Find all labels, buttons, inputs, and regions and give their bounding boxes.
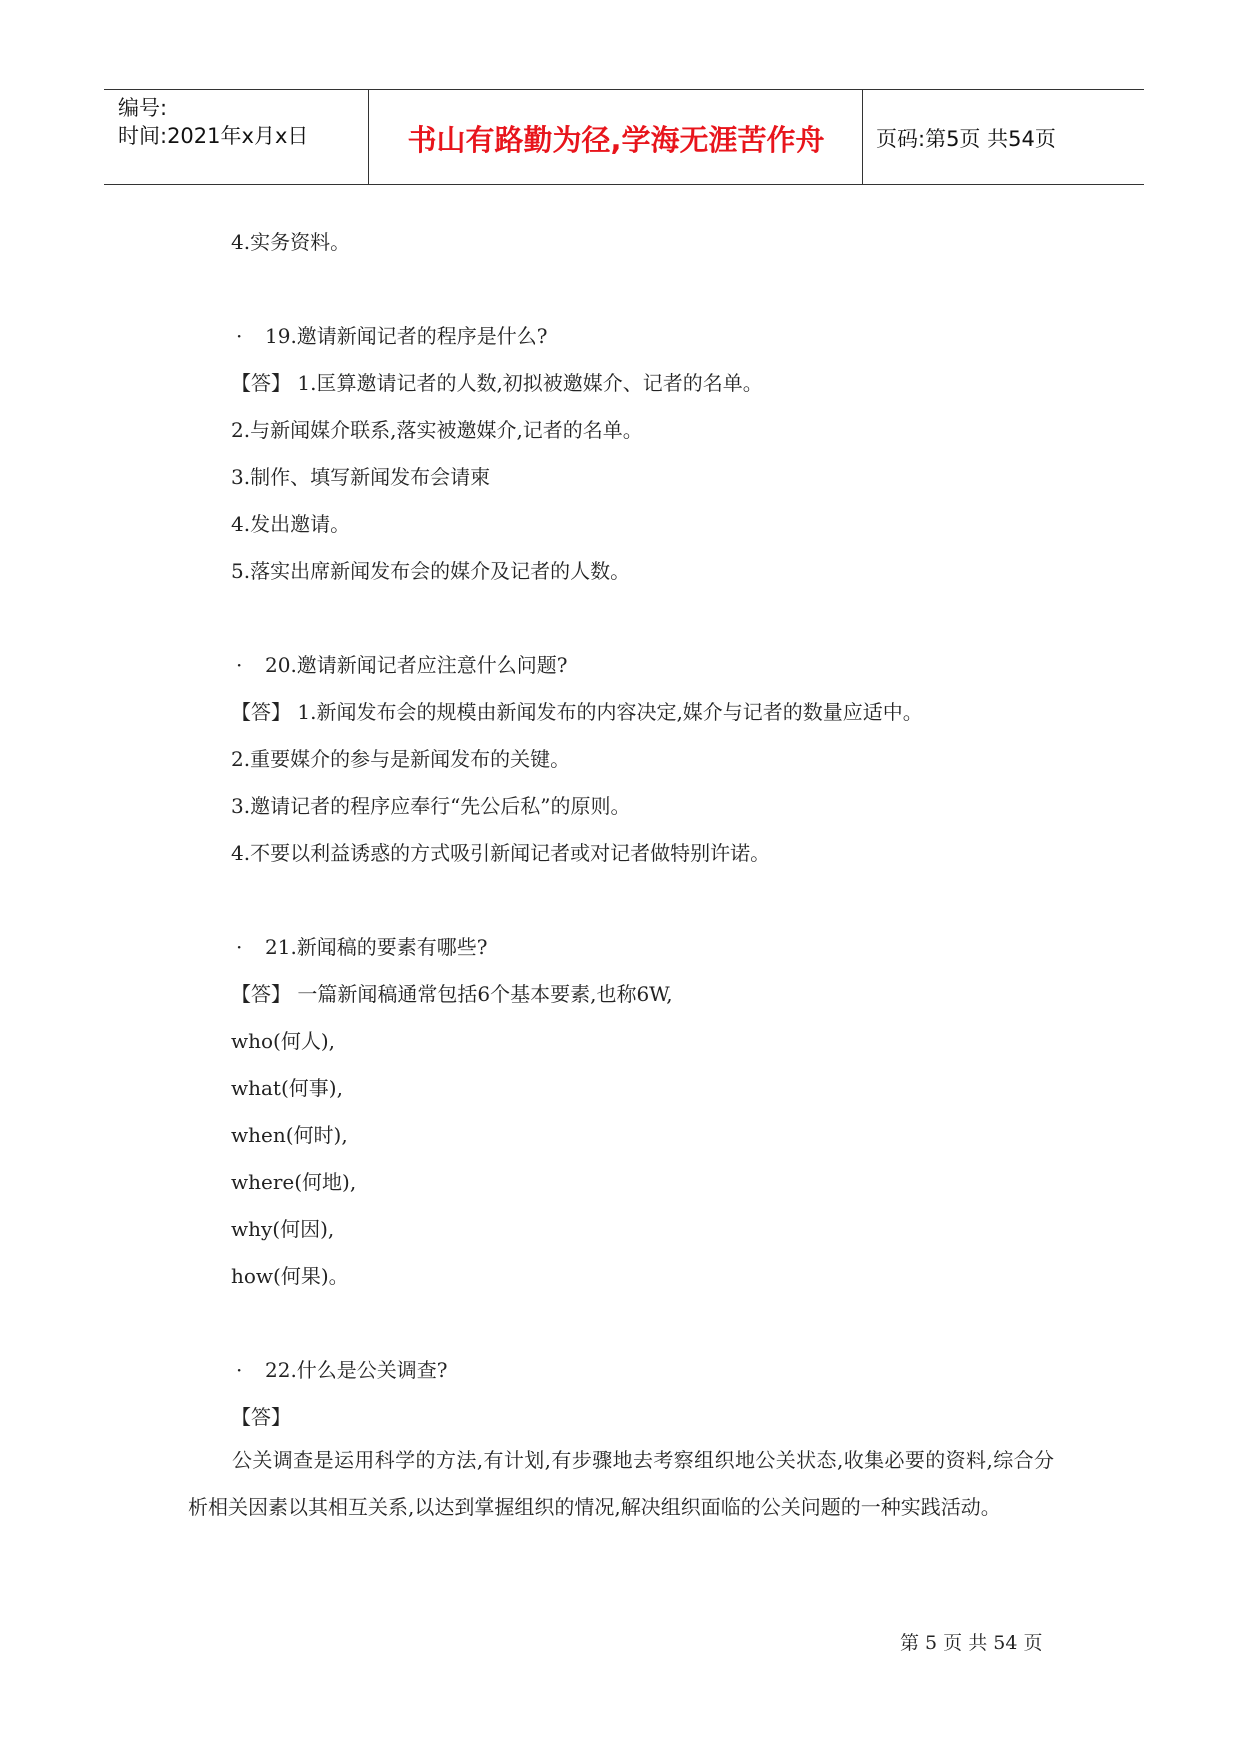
header-page-cell	[864, 90, 1144, 184]
answer-label: 【答】	[231, 1405, 291, 1429]
answer-line: what(何事),	[231, 1076, 343, 1100]
answer-line: 3.制作、填写新闻发布会请柬	[231, 465, 491, 489]
bullet-mark: ·	[236, 935, 243, 959]
header-motto-cell	[370, 90, 863, 184]
motto-text: 书山有路勤为径,学海无涯苦作舟	[407, 123, 825, 157]
answer-line: when(何时),	[231, 1123, 348, 1147]
answer-line: why(何因),	[231, 1217, 335, 1241]
answer-line: 2.与新闻媒介联系,落实被邀媒介,记者的名单。	[231, 418, 643, 442]
question-heading: 20.邀请新闻记者应注意什么问题?	[265, 653, 568, 677]
question-heading: 19.邀请新闻记者的程序是什么?	[265, 324, 548, 348]
answer-line: 【答】 1.匡算邀请记者的人数,初拟被邀媒介、记者的名单。	[231, 371, 763, 395]
answer-line: who(何人),	[231, 1029, 336, 1053]
doc-number-label: 编号:	[118, 96, 168, 120]
answer-line: how(何果)。	[231, 1264, 349, 1288]
answer-line: 4.发出邀请。	[231, 512, 351, 536]
answer-line: 4.不要以利益诱惑的方式吸引新闻记者或对记者做特别许诺。	[231, 841, 771, 865]
answer-line: where(何地),	[231, 1170, 357, 1194]
answer-paragraph: 公关调查是运用科学的方法,有计划,有步骤地去考察组织地公关状态,收集必要的资料,综合分析相关因素以其相互关系,以达到掌握组织的情况,解决组织面临的公关问题的一种实践活动。	[188, 1448, 1054, 1519]
doc-time-label: 时间:2021年x月x日	[118, 124, 309, 148]
answer-line: 5.落实出席新闻发布会的媒介及记者的人数。	[231, 559, 631, 583]
page-code: 页码:第5页 共54页	[876, 127, 1056, 151]
text-line: 4.实务资料。	[231, 230, 351, 254]
page-footer: 第 5 页 共 54 页	[900, 1632, 1043, 1654]
answer-line: 【答】 一篇新闻稿通常包括6个基本要素,也称6W,	[231, 982, 673, 1006]
question-heading: 21.新闻稿的要素有哪些?	[265, 935, 488, 959]
answer-line: 【答】 1.新闻发布会的规模由新闻发布的内容决定,媒介与记者的数量应适中。	[231, 700, 923, 724]
bullet-mark: ·	[236, 324, 243, 348]
answer-line: 2.重要媒介的参与是新闻发布的关键。	[231, 747, 571, 771]
question-heading: 22.什么是公关调查?	[265, 1358, 448, 1382]
page-header	[104, 89, 1144, 185]
bullet-mark: ·	[236, 653, 243, 677]
bullet-mark: ·	[236, 1358, 243, 1382]
answer-line: 3.邀请记者的程序应奉行“先公后私”的原则。	[231, 794, 631, 818]
header-left-cell	[104, 90, 369, 184]
